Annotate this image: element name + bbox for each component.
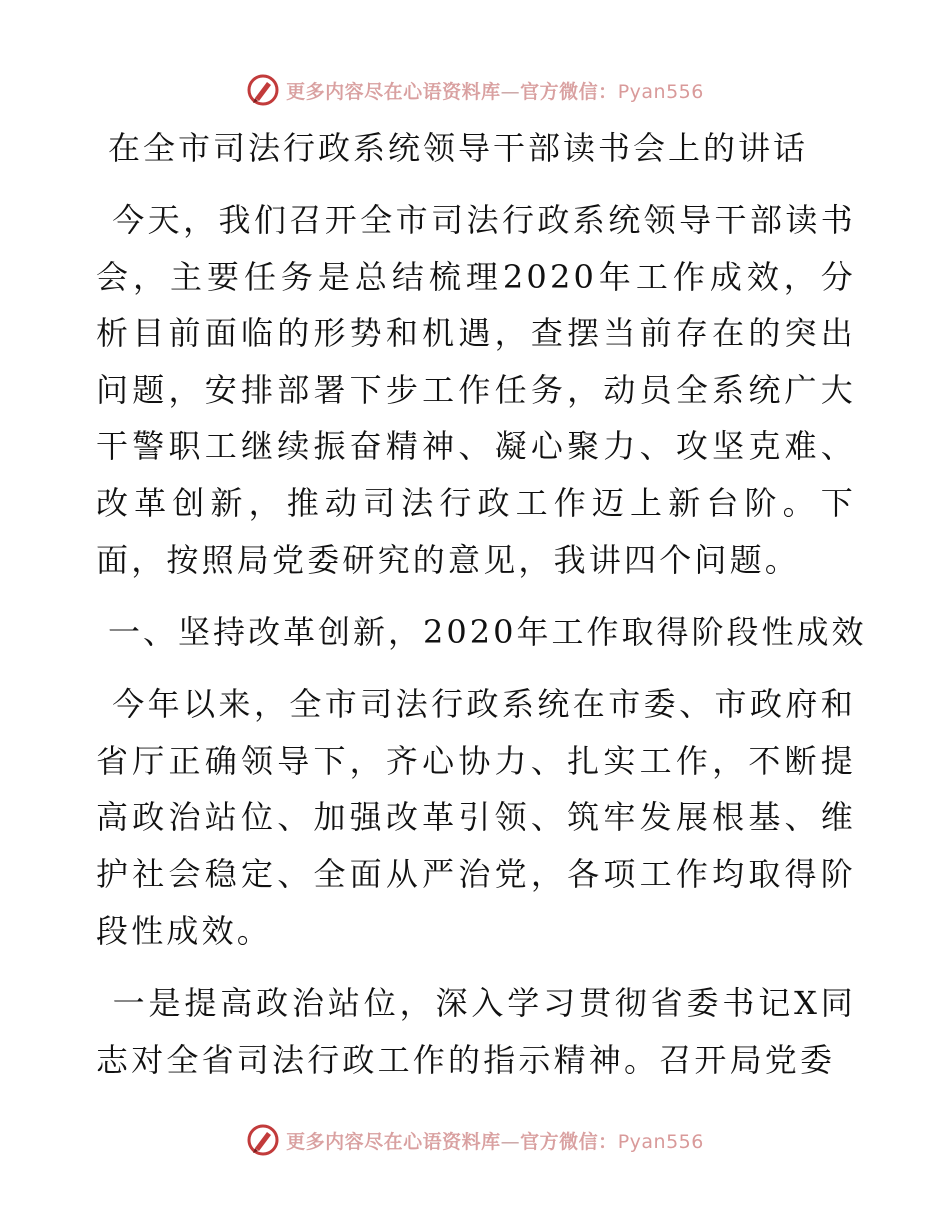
paragraph: 一是提高政治站位，深入学习贯彻省委书记X同志对全省司法行政工作的指示精神。召开局党委 [96, 984, 856, 1079]
document-body [96, 120, 867, 1104]
watermark-header [0, 70, 950, 110]
pen-logo-icon [246, 73, 280, 107]
pen-logo-icon [246, 1123, 280, 1157]
watermark-footer [0, 1120, 950, 1160]
watermark-text: 更多内容尽在心语资料库—官方微信：Pyan556 [286, 1130, 704, 1153]
watermark-text: 更多内容尽在心语资料库—官方微信：Pyan556 [286, 80, 704, 103]
document-title: 在全市司法行政系统领导干部读书会上的讲话 [108, 129, 809, 167]
section-heading: 一、坚持改革创新，2020年工作取得阶段性成效 [108, 613, 867, 652]
paragraph: 今天，我们召开全市司法行政系统领导干部读书会，主要任务是总结梳理2020年工作成效，分析目前面临的形势和机遇，查摆当前存在的突出问题，安排部署下步工作任务，动员全系统广大干警职工继续振奋精神、凝心聚力、攻坚克难、改革创新，推动司法行政工作迈上新台阶。下面，按照局党委研究的意见，我讲四个问题。 [96, 201, 856, 579]
paragraph: 今年以来，全市司法行政系统在市委、市政府和省厅正确领导下，齐心协力、扎实工作，不断提高政治站位、加强改革引领、筑牢发展根基、维护社会稳定、全面从严治党，各项工作均取得阶段性成效。 [96, 685, 856, 950]
